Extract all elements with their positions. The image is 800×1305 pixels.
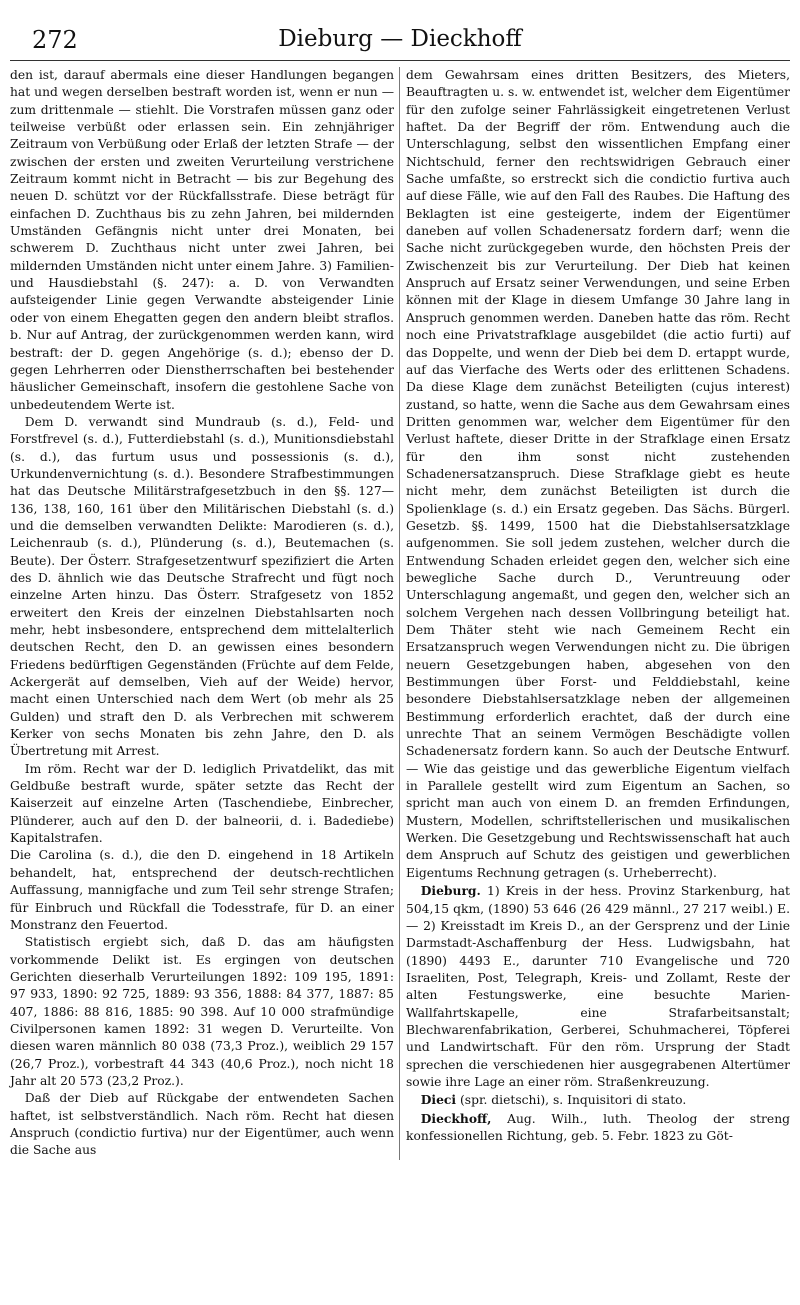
entry-headword: Dieckhoff, xyxy=(420,1110,492,1126)
paragraph: den ist, darauf abermals eine dieser Handlungen begangen hat und wegen derselben bestraft worden ist, wenn er nun — zum drittenmale — stiehlt. Die Vorstrafen müssen ganz oder teilweise verbüßt oder erlassen sein. Ein zehnjähriger Zeitraum von Verbüßung oder Erlaß der letzten Strafe — der zwischen der ersten und zweiten Verurteilung verstrichene Zeitraum kommt nicht in Betracht — bis zur Begehung des neuen D. schützt vor der Rückfallsstrafe. Diese beträgt für einfachen D. Zuchthaus bis zu zehn Jahren, bei mildernden Umständen Gefängnis nicht unter drei Monaten, bei schwerem D. Zuchthaus nicht unter zwei Jahren, bei mildernden Umständen nicht unter einem Jahre. 3) Familien- und Hausdiebstahl (§. 247): a. D. von Verwandten aufsteigender Linie gegen Verwandte absteigender Linie oder von einem Ehegatten gegen den andern bleibt straflos. b. Nur auf Antrag, der zurückgenommen werden kann, wird bestraft: der D. gegen Angehörige (s. d.); ebenso der D. gegen Lehrherren oder Dienstherrschaften bei bestehender häuslicher Gemeinschaft, insofern die gestohlene Sache von unbedeutendem Werte ist. xyxy=(10,68,394,412)
entry-headword: Dieci xyxy=(420,1092,457,1108)
column-divider xyxy=(399,67,400,1160)
paragraph: dem Gewahrsam eines dritten Besitzers, des Mieters, Beauftragten u. s. w. entwendet ist, welcher dem Eigentümer für den zufolge seiner Fahrlässigkeit eingetretenen Verlust haftet. Da der Begriff der röm. Entwendung auch die Unterschlagung, selbst den wissentlichen Empfang einer Nichtschuld, ferner den rechtswidrigen Gebrauch einer Sache umfaßte, so erstreckt sich die condictio furtiva auch auf diese Fälle, wie auf den Fall des Raubes. Die Haftung des Beklagten ist eine gesteigerte, indem der Eigentümer daneben auf vollen Schadenersatz fordern darf; wenn die Sache nicht zurückgegeben wurde, den höchsten Preis der Zwischenzeit bis zur Verurteilung. Der Dieb hat keinen Anspruch auf Ersatz seiner Verwendungen, und seine Erben können mit der Klage in diesem Umfange 30 Jahre lang in Anspruch genommen werden. Daneben hatte das röm. Recht noch eine Privatstrafklage ausgebildet (die actio furti) auf das Doppelte, und wenn der Dieb bei dem D. ertappt wurde, auf das Vierfache des Werts oder des erlittenen Schadens. Da diese Klage dem zunächst Beteiligten (cujus interest) zustand, so hatte, wenn die Sache aus dem Gewahrsam eines Dritten genommen war, welcher dem Eigentümer für den Verlust haftete, dieser Dritte in der Strafklage einen Ersatz für den ihm sonst nicht zustehenden Schadenersatzanspruch. Diese Strafklage giebt es heute nicht mehr, dem zunächst Beteiligten ist durch die Spolienklage (s. d.) ein Ersatz gegeben. Das Sächs. Bürgerl. Gesetzb. §§. 1499, 1500 hat die Diebstahlsersatzklage aufgenommen. Sie soll jedem zustehen, welcher durch die Entwendung Schaden erleidet gegen den, welcher sich eine bewegliche Sache durch D., Veruntreuung oder Unterschlagung angemaßt, und gegen den, welcher sich an solchem Vergehen nach dessen Vollbringung beteiligt hat. Dem Thäter steht wie nach Gemeinem Recht ein Ersatzanspruch wegen Verwendungen nicht zu. Die übrigen neuern Gesetzgebungen haben, abgesehen von den Bestimmungen über Forst- und Felddiebstahl, keine besondere Diebstahlsersatzklage neben der allgemeinen Bestimmung erforderlich erachtet, daß der durch eine unrechte That an seinem Vermögen Beschädigte vollen Schadenersatz fordern kann. So auch der Deutsche Entwurf. — Wie das geistige und das gewerbliche Eigentum vielfach in Parallele gestellt wird zum Eigentum an Sachen, so spricht man auch von einem D. an fremden Erfindungen, Mustern, Modellen, schriftstellerischen und musikalischen Werken. Die Gesetzgebung und Rechtswissenschaft hat auch dem Anspruch auf Schutz des geistigen und gewerblichen Eigentums Rechnung getragen (s. Urheberrecht). xyxy=(406,68,790,880)
entry-text: 1) Kreis in der hess. Provinz Starkenburg, hat 504,15 qkm, (1890) 53 646 (26 429 männl., 27 217 weibl.) E. — 2) Kreisstadt im Kreis D., an der Gersprenz und der Linie Darmstadt-Aschaffenburg der Hess. Ludwigsbahn, hat (1890) 4493 E., darunter 710 Evangelische und 720 Israeliten, Post, Telegraph, Kreis- und Zollamt, Reste der alten Festungswerke, eine besuchte Marien-Wallfahrtskapelle, eine Strafarbeitsanstalt; Blechwarenfabrikation, Gerberei, Schuhmacherei, Töpferei und Landwirtschaft. Für den röm. Ursprung der Stadt sprechen die verschiedenen hier ausgegrabenen Altertümer sowie ihre Lage an einer röm. Straßenkreuzung. xyxy=(406,884,790,1089)
right-column xyxy=(406,67,790,1160)
entry-text: (spr. dietschi), s. Inquisitori di stato. xyxy=(456,1093,687,1108)
entry-headword: Dieburg. xyxy=(420,883,481,899)
paragraph: Im röm. Recht war der D. lediglich Privatdelikt, das mit Geldbuße bestraft wurde, später setzte das Recht der Kaiserzeit auf einzelne Arten (Taschendiebe, Einbrecher, Plünderer, auch auf den D. der balneorii, d. i. Badediebe) Kapitalstrafen. xyxy=(10,761,394,846)
entry-dieburg xyxy=(406,882,790,1091)
paragraph: Daß der Dieb auf Rückgabe der entwendeten Sachen haftet, ist selbstverständlich. Nach röm. Recht hat diesen Anspruch (condictio furtiva) nur der Eigentümer, auch wenn die Sache aus xyxy=(10,1091,394,1158)
running-head: Dieburg — Dieckhoff xyxy=(278,26,522,52)
page-number: 272 xyxy=(32,26,78,54)
text-columns xyxy=(10,67,790,1160)
entry-dieckhoff xyxy=(406,1110,790,1146)
entry-text: Aug. Wilh., luth. Theolog der streng konfessionellen Richtung, geb. 5. Febr. 1823 zu Göt- xyxy=(406,1111,790,1143)
paragraph: Statistisch ergiebt sich, daß D. das am häufigsten vorkommende Delikt ist. Es ergingen von deutschen Gerichten dieserhalb Verurteilungen 1892: 109 195, 1891: 97 933, 1890: 92 725, 1889: 93 356, 1888: 84 377, 1887: 85 407, 1886: 88 816, 1885: 90 398. Auf 10 000 strafmündige Civilpersonen kamen 1892: 31 wegen D. Verurteilte. Von diesen waren männlich 80 038 (73,3 Proz.), weiblich 29 157 (26,7 Proz.), vorbestraft 44 343 (40,6 Proz.), noch nicht 18 Jahr alt 20 573 (23,2 Proz.). xyxy=(10,935,394,1088)
paragraph: Dem D. verwandt sind Mundraub (s. d.), Feld- und Forstfrevel (s. d.), Futterdiebstahl (s. d.), Munitionsdiebstahl (s. d.), das furtum usus und possessionis (s. d.), Urkundenvernichtung (s. d.). Besondere Strafbestimmungen hat das Deutsche Militärstrafgesetzbuch in den §§. 127—136, 138, 160, 161 über den Militärischen Diebstahl (s. d.) und die demselben verwandten Delikte: Marodieren (s. d.), Leichenraub (s. d.), Plünderung (s. d.), Beutemachen (s. Beute). Der Österr. Strafgesetzentwurf spezifiziert die Arten des D. ähnlich wie das Deutsche Strafrecht und fügt noch einzelne Arten hinzu. Das Österr. Strafgesetz von 1852 erweitert den Kreis der einzelnen Diebstahlsarten noch mehr, hebt insbesondere, entsprechend dem mittelalterlich deutschen Recht, den D. an gewissen eines besondern Friedens bedürftigen Gegenständen (Früchte auf dem Felde, Ackergerät auf demselben, Vieh auf der Weide) hervor, macht einen Unterschied nach dem Wert (ob mehr als 25 Gulden) und straft den D. als Verbrechen mit schwerem Kerker von sechs Monaten bis zehn Jahre, den D. als Übertretung mit Arrest. xyxy=(10,414,394,759)
entry-dieci xyxy=(406,1091,790,1109)
paragraph: Die Carolina (s. d.), die den D. eingehend in 18 Artikeln behandelt, hat, entsprechend der deutsch-rechtlichen Auffassung, mannigfache und zum Teil sehr strenge Strafen; für Einbruch und Rückfall die Todesstrafe, für D. an einer Monstranz den Feuertod. xyxy=(10,848,394,932)
page-header xyxy=(10,0,790,61)
left-column xyxy=(10,67,394,1160)
